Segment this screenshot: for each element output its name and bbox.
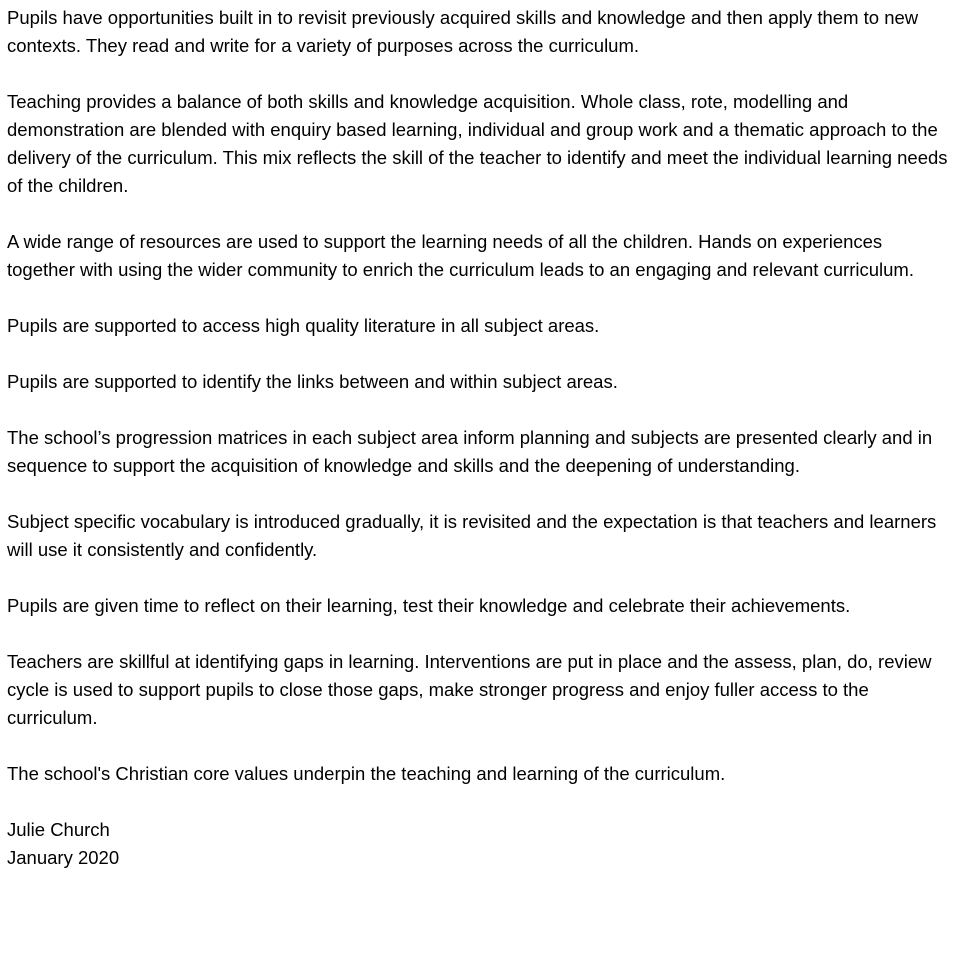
paragraph-progression-matrices: The school’s progression matrices in each subject area inform planning and subjects are presented clearly and in sequence to support the acquisition of knowledge and skills and the deepening of understanding. <box>7 427 933 476</box>
paragraph-core-values: The school's Christian core values underpin the teaching and learning of the curriculum. <box>7 763 726 784</box>
paragraph-vocabulary: Subject specific vocabulary is introduced gradually, it is revisited and the expectation is that teachers and learners will use it consistently and confidently. <box>7 511 937 560</box>
signature-block <box>7 816 952 872</box>
paragraph-interventions: Teachers are skillful at identifying gaps in learning. Interventions are put in place and the assess, plan, do, review cycle is used to support pupils to close those gaps, make stronger progress and enjoy fuller access to the curriculum. <box>7 651 932 728</box>
paragraph-resources: A wide range of resources are used to support the learning needs of all the children. Hands on experiences together with using the wider community to enrich the curriculum leads to an engaging and relevant curriculum. <box>7 231 914 280</box>
paragraph-literature: Pupils are supported to access high quality literature in all subject areas. <box>7 315 600 336</box>
signature-date: January 2020 <box>7 847 120 868</box>
paragraph-revisit-skills: Pupils have opportunities built in to revisit previously acquired skills and knowledge and then apply them to new contexts. They read and write for a variety of purposes across the curriculum. <box>7 7 919 56</box>
document-body <box>7 4 952 872</box>
signature-name: Julie Church <box>7 819 110 840</box>
paragraph-subject-links: Pupils are supported to identify the links between and within subject areas. <box>7 371 618 392</box>
paragraph-teaching-balance: Teaching provides a balance of both skills and knowledge acquisition. Whole class, rote, modelling and demonstration are blended with enquiry based learning, individual and group work and a thematic approach to the delivery of the curriculum. This mix reflects the skill of the teacher to identify and meet the individual learning needs of the children. <box>7 91 948 196</box>
paragraph-reflection: Pupils are given time to reflect on their learning, test their knowledge and celebrate their achievements. <box>7 595 851 616</box>
